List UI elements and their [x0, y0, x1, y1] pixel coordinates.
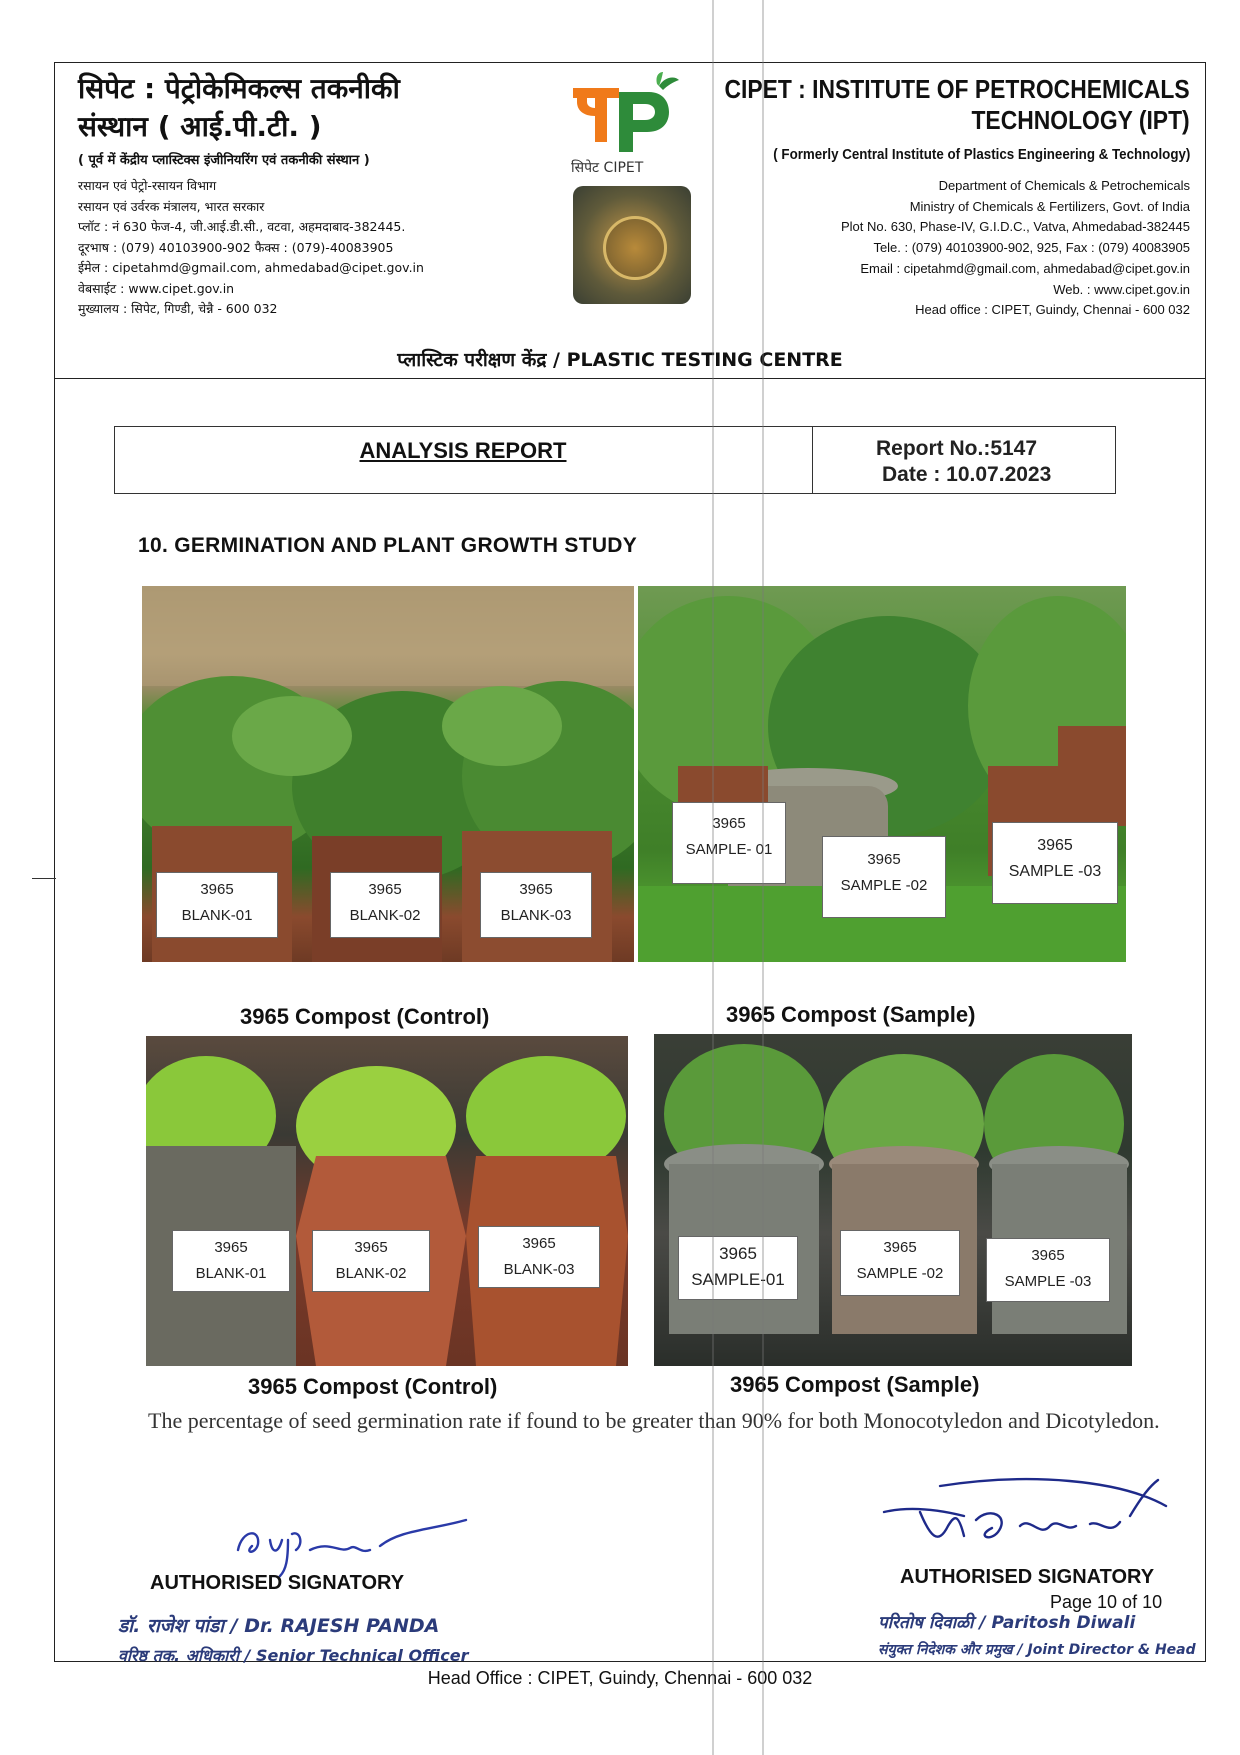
section-title: 10. GERMINATION AND PLANT GROWTH STUDY: [138, 534, 638, 557]
label-sample-02-monocot: 3965 SAMPLE -02: [840, 1230, 960, 1296]
label-blank-01-monocot: 3965 BLANK-01: [172, 1230, 290, 1292]
english-former-name: ( Formerly Central Institute of Plastics Engineering & Technology): [772, 147, 1190, 163]
scan-line: [712, 0, 714, 1755]
left-signatory-label: AUTHORISED SIGNATORY: [150, 1572, 405, 1594]
page-number: Page 10 of 10: [1050, 1592, 1163, 1612]
seal-emblem: [603, 216, 667, 280]
caption-top-right: 3965 Compost (Sample): [726, 1002, 976, 1027]
scan-line: [762, 0, 764, 1755]
label-sample-03-monocot: 3965 SAMPLE -03: [986, 1238, 1110, 1302]
label-blank-02: 3965 BLANK-02: [330, 872, 440, 938]
cipet-logo: [567, 72, 687, 182]
report-header-divider: [812, 426, 813, 494]
report-date: Date : 10.07.2023: [882, 463, 1052, 486]
label-sample-02: 3965 SAMPLE -02: [822, 836, 946, 918]
report-number-date: [876, 436, 1051, 488]
report-title: ANALYSIS REPORT: [359, 438, 567, 463]
hindi-former-name: ( पूर्व में केंद्रीय प्लास्टिक्स इंजीनियरिंग एवं तकनीकी संस्थान ): [78, 153, 370, 168]
photo-sample-monocot: [654, 1034, 1132, 1366]
right-signatory-label: AUTHORISED SIGNATORY: [900, 1566, 1155, 1588]
label-blank-03-monocot: 3965 BLANK-03: [478, 1226, 600, 1288]
left-signatory-name: डॉ. राजेश पांडा / Dr. RAJESH PANDA: [118, 1615, 440, 1637]
conclusion-text: The percentage of seed germination rate if found to be greater than 90% for both Monocotyledon and Dicotyledon.: [148, 1408, 1160, 1433]
photo-control-dicot: [142, 586, 634, 962]
margin-mark: [32, 878, 56, 879]
english-address-block: Department of Chemicals & Petrochemicals Ministry of Chemicals & Fertilizers, Govt. of India Plot No. 630, Phase-IV, G.I.D.C., Vatva, Ahmedabad-382445 Tele. : (079) 40103900-902, 925, Fax : (079) 40083905 Email : cipetahmd@gmail.com, ahmedabad@cipet.gov.in Web. : www.cipet.gov.in Head office : CIPET, Guindy, Chennai - 600 032: [840, 178, 1190, 318]
left-signatory-designation: वरिष्ठ तक. अधिकारी / Senior Technical Officer: [118, 1646, 469, 1665]
label-blank-02-monocot: 3965 BLANK-02: [312, 1230, 430, 1292]
label-sample-01: 3965 SAMPLE- 01: [672, 802, 786, 884]
caption-top-left: 3965 Compost (Control): [240, 1004, 490, 1029]
label-blank-03: 3965 BLANK-03: [480, 872, 592, 938]
right-signatory-designation: संयुक्त निदेशक और प्रमुख / Joint Director & Head: [878, 1642, 1196, 1658]
header-divider: [54, 378, 1206, 379]
right-signatory-name: परितोष दिवाळी / Paritosh Diwali: [878, 1613, 1136, 1633]
report-number: Report No.:5147: [876, 437, 1038, 460]
label-sample-03: 3965 SAMPLE -03: [992, 822, 1118, 904]
footer-head-office: Head Office : CIPET, Guindy, Chennai - 600 032: [427, 1668, 813, 1688]
plastic-testing-centre-heading: प्लास्टिक परीक्षण केंद्र / PLASTIC TESTING CENTRE: [397, 349, 843, 371]
label-sample-01-monocot: 3965 SAMPLE-01: [678, 1236, 798, 1300]
photo-control-monocot: [146, 1036, 628, 1366]
hindi-institute-title: सिपेट : पेट्रोकेमिकल्स तकनीकी संस्थान ( आई.पी.टी. ): [78, 72, 400, 143]
caption-bottom-right: 3965 Compost (Sample): [730, 1372, 980, 1397]
hindi-address-block: रसायन एवं पेट्रो-रसायन विभाग रसायन एवं उर्वरक मंत्रालय, भारत सरकार प्लॉट : नं 630 फेज-4, जी.आई.डी.सी., वटवा, अहमदाबाद-382445. दूरभाष : (079) 40103900-902 फैक्स : (079)-40083905 ईमेल : cipetahmd@gmail.com, ahmedabad@cipet.gov.in वेबसाईट : www.cipet.gov.in मुख्यालय : सिपेट, गिण्डी, चेन्नै - 600 032: [78, 178, 424, 316]
logo-caption: सिपेट CIPET: [571, 160, 644, 176]
caption-bottom-left: 3965 Compost (Control): [248, 1374, 498, 1399]
right-signature-handwriting: [880, 1476, 1170, 1571]
english-institute-title: CIPET : INSTITUTE OF PETROCHEMICALS TECHNOLOGY (IPT): [724, 74, 1190, 135]
label-blank-01: 3965 BLANK-01: [156, 872, 278, 938]
